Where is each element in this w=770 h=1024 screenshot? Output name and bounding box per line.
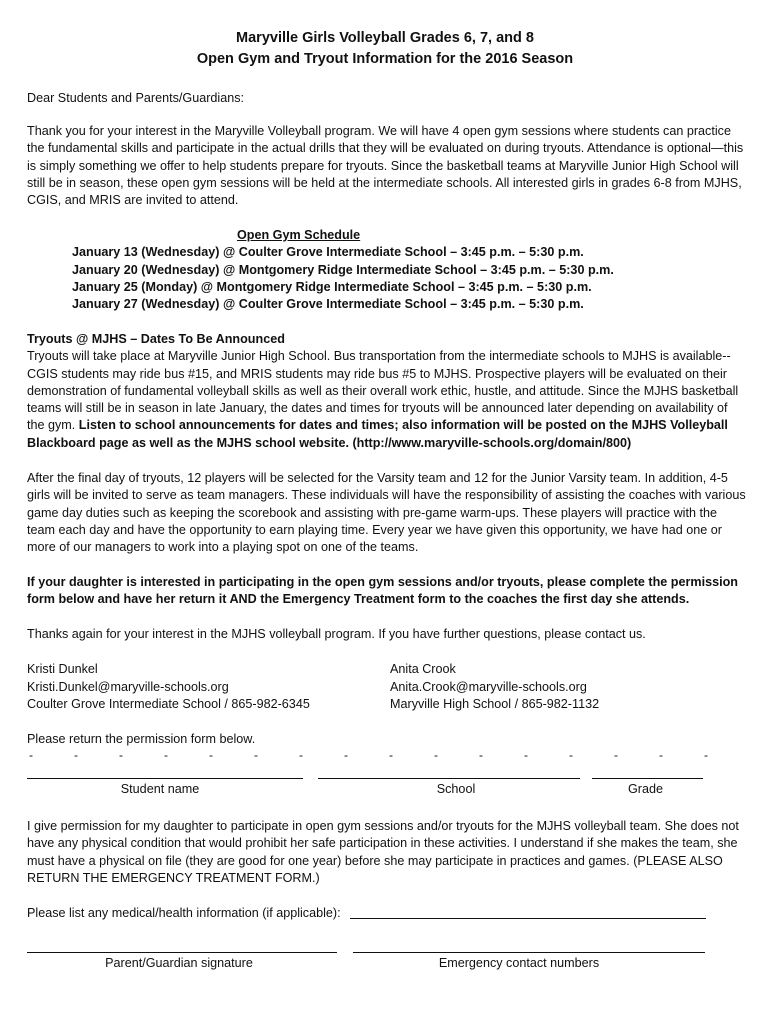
schedule-item: January 27 (Wednesday) @ Coulter Grove Intermediate School – 3:45 p.m. – 5:30 p.m. — [72, 297, 584, 312]
cut-mark: - — [119, 748, 123, 762]
student-name-line[interactable] — [27, 778, 303, 779]
cut-mark: - — [74, 748, 78, 762]
contact-school-phone: Coulter Grove Intermediate School / 865-982-6345 — [27, 697, 310, 711]
medical-info-line[interactable] — [350, 918, 706, 919]
signature-label: Parent/Guardian signature — [105, 956, 253, 970]
contact-name: Kristi Dunkel — [27, 662, 98, 676]
grade-label: Grade — [627, 782, 663, 796]
salutation: Dear Students and Parents/Guardians: — [27, 91, 245, 105]
cut-mark: - — [209, 748, 213, 762]
open-gym-schedule — [72, 227, 732, 313]
return-note: Please return the permission form below. — [27, 732, 256, 746]
cut-mark: - — [524, 748, 528, 762]
consent-paragraph: I give permission for my daughter to participate in open gym sessions and/or tryouts for the MJHS volleyball team. She does not have any physical condition that would prohibit her safe participation in these activities. I understand if she makes the team, she must have a physical on file (they are good for one year) before she may participate in practices and games. (PLEASE ALSO RETURN THE EMERGENCY TREATMENT FORM.) — [27, 819, 739, 885]
permission-note: If your daughter is interested in participating in the open gym sessions and/or tryouts, please complete the permission form below and have her return it AND the Emergency Treatment form to the coaches the first day she attends. — [27, 575, 738, 607]
tryouts-section — [27, 331, 747, 452]
grade-line[interactable] — [592, 778, 703, 779]
signature-line[interactable] — [27, 952, 337, 953]
cut-mark: - — [704, 748, 708, 762]
cut-mark: - — [389, 748, 393, 762]
contact-card — [27, 661, 310, 714]
contact-email: Kristi.Dunkel@maryville-schools.org — [27, 679, 229, 694]
cut-mark: - — [299, 748, 303, 762]
cut-mark: - — [659, 748, 663, 762]
tryouts-paragraph — [27, 348, 747, 452]
schedule-heading: Open Gym Schedule — [237, 228, 361, 242]
document-subtitle: Open Gym and Tryout Information for the 2016 Season — [196, 51, 574, 67]
cut-mark: - — [479, 748, 483, 762]
cut-mark: - — [344, 748, 348, 762]
cut-mark: - — [254, 748, 258, 762]
school-label: School — [436, 782, 476, 796]
school-line[interactable] — [318, 778, 580, 779]
student-name-label: Student name — [120, 782, 200, 796]
contact-email: Anita.Crook@maryville-schools.org — [390, 679, 587, 694]
cut-line — [27, 749, 727, 761]
cut-mark: - — [569, 748, 573, 762]
tryouts-heading: Tryouts @ MJHS – Dates To Be Announced — [27, 332, 285, 346]
schedule-item: January 25 (Monday) @ Montgomery Ridge Intermediate School – 3:45 p.m. – 5:30 p.m. — [72, 279, 592, 294]
cut-mark: - — [164, 748, 168, 762]
medical-info-label: Please list any medical/health information (if applicable): — [27, 906, 341, 920]
schedule-item: January 13 (Wednesday) @ Coulter Grove Intermediate School – 3:45 p.m. – 5:30 p.m. — [72, 245, 584, 260]
selection-paragraph: After the final day of tryouts, 12 players will be selected for the Varsity team and 12 for the Junior Varsity team. In addition, 4-5 girls will be invited to serve as team managers. These individuals will have the responsibility of assisting the coaches with various game day duties such as keeping the scorebook and assisting with pre-game warm-ups. These players will practice with the team each day and have the opportunity to earn playing time. Every year we have given this opportunity, we have had one or more of our managers to work into a playing spot on one of the teams. — [27, 471, 746, 555]
emergency-contact-label: Emergency contact numbers — [438, 956, 600, 970]
cut-mark: - — [29, 748, 33, 762]
contact-name: Anita Crook — [390, 662, 456, 676]
thanks-paragraph: Thanks again for your interest in the MJHS volleyball program. If you have further questions, please contact us. — [27, 627, 646, 641]
contact-card — [390, 661, 599, 714]
tryouts-body: Tryouts will take place at Maryville Junior High School. Bus transportation from the intermediate schools to MJHS is available--CGIS students may ride bus #15, and MRIS students may ride bus #5 to MJHS. Prospective players will be evaluated on their demonstration of fundamental volleyball skills as well as their overall work ethic, hustle, and attitude. Since the MJHS basketball teams will still be in season in late January, the dates and times for tryouts will be announced later depending on availability of the gym. — [27, 349, 739, 433]
schedule-item: January 20 (Wednesday) @ Montgomery Ridge Intermediate School – 3:45 p.m. – 5:30 p.m. — [72, 262, 614, 277]
contact-school-phone: Maryville High School / 865-982-1132 — [390, 697, 600, 711]
intro-paragraph: Thank you for your interest in the Maryville Volleyball program. We will have 4 open gym sessions where students can practice the fundamental skills and participate in the actual drills that they will be evaluated on during tryouts. Attendance is optional—this is simply something we offer to help students prepare for tryouts. Since the basketball teams at Maryville Junior High School will still be in season, these open gym sessions will be held at the intermediate schools. All interested girls in grades 6-8 from MJHS, CGIS, and MRIS are invited to attend. — [27, 124, 744, 208]
cut-mark: - — [614, 748, 618, 762]
cut-mark: - — [434, 748, 438, 762]
tryouts-body-bold: Listen to school announcements for dates and times; also information will be posted on the MJHS Volleyball Blackboard page as well as the MJHS school website. (http://www.maryville-schools.org/domain/800) — [27, 418, 728, 450]
emergency-contact-line[interactable] — [353, 952, 705, 953]
document-title: Maryville Girls Volleyball Grades 6, 7, and 8 — [236, 30, 534, 46]
